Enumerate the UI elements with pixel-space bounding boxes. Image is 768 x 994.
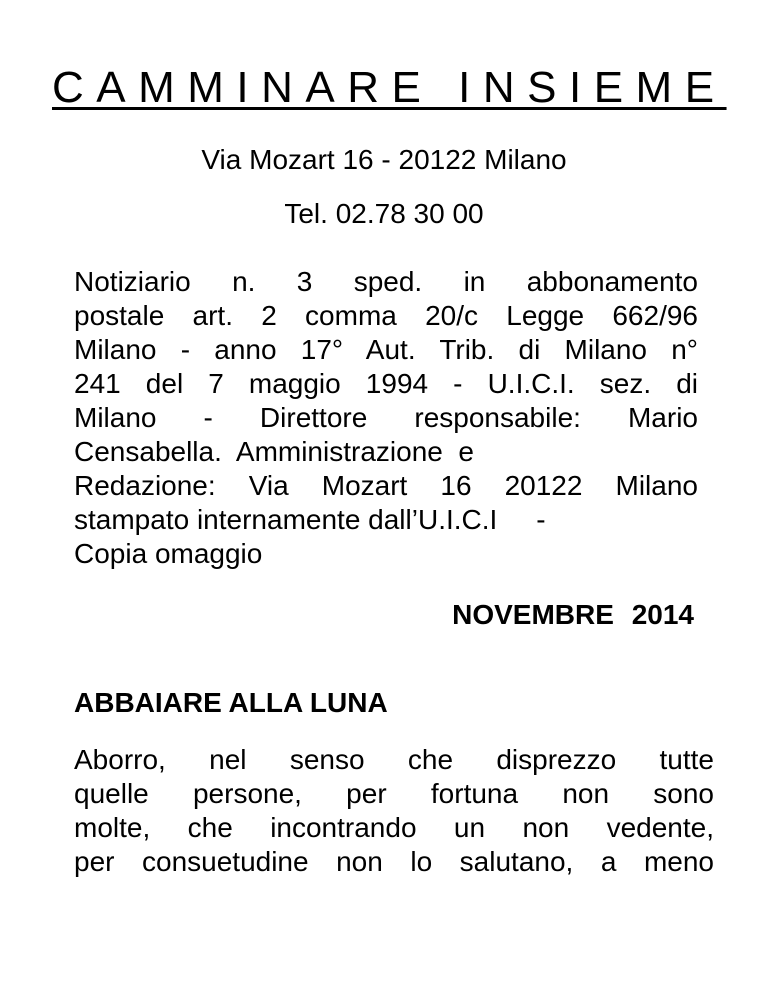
- publication-notice: [74, 265, 698, 571]
- article-headline: ABBAIARE ALLA LUNA: [74, 687, 388, 718]
- notice-line: Milano - anno 17° Aut. Trib. di Milano n°: [74, 334, 698, 365]
- article-line: Aborro, nel senso che disprezzo tutte: [74, 744, 714, 775]
- article-line: molte, che incontrando un non vedente,: [74, 812, 714, 843]
- notice-line: postale art. 2 comma 20/c Legge 662/96: [74, 300, 698, 331]
- notice-line: 241 del 7 maggio 1994 - U.I.C.I. sez. di: [74, 368, 698, 399]
- notice-line: Censabella. Amministrazione e: [74, 436, 474, 467]
- newsletter-title: CAMMINARE INSIEME: [52, 63, 727, 112]
- issue-date: NOVEMBRE 2014: [452, 599, 694, 630]
- article-body: [74, 743, 714, 879]
- address-line: Via Mozart 16 - 20122 Milano: [201, 144, 567, 175]
- phone-line: Tel. 02.78 30 00: [284, 198, 484, 229]
- notice-line: Milano - Direttore responsabile: Mario: [74, 402, 698, 433]
- notice-line: Copia omaggio: [74, 538, 263, 569]
- notice-line: Redazione: Via Mozart 16 20122 Milano: [74, 470, 698, 501]
- article-line: quelle persone, per fortuna non sono: [74, 778, 714, 809]
- notice-line: Notiziario n. 3 sped. in abbonamento: [74, 266, 698, 297]
- article-line: per consuetudine non lo salutano, a meno: [74, 846, 714, 877]
- notice-line: stampato internamente dall’U.I.C.I -: [74, 504, 546, 535]
